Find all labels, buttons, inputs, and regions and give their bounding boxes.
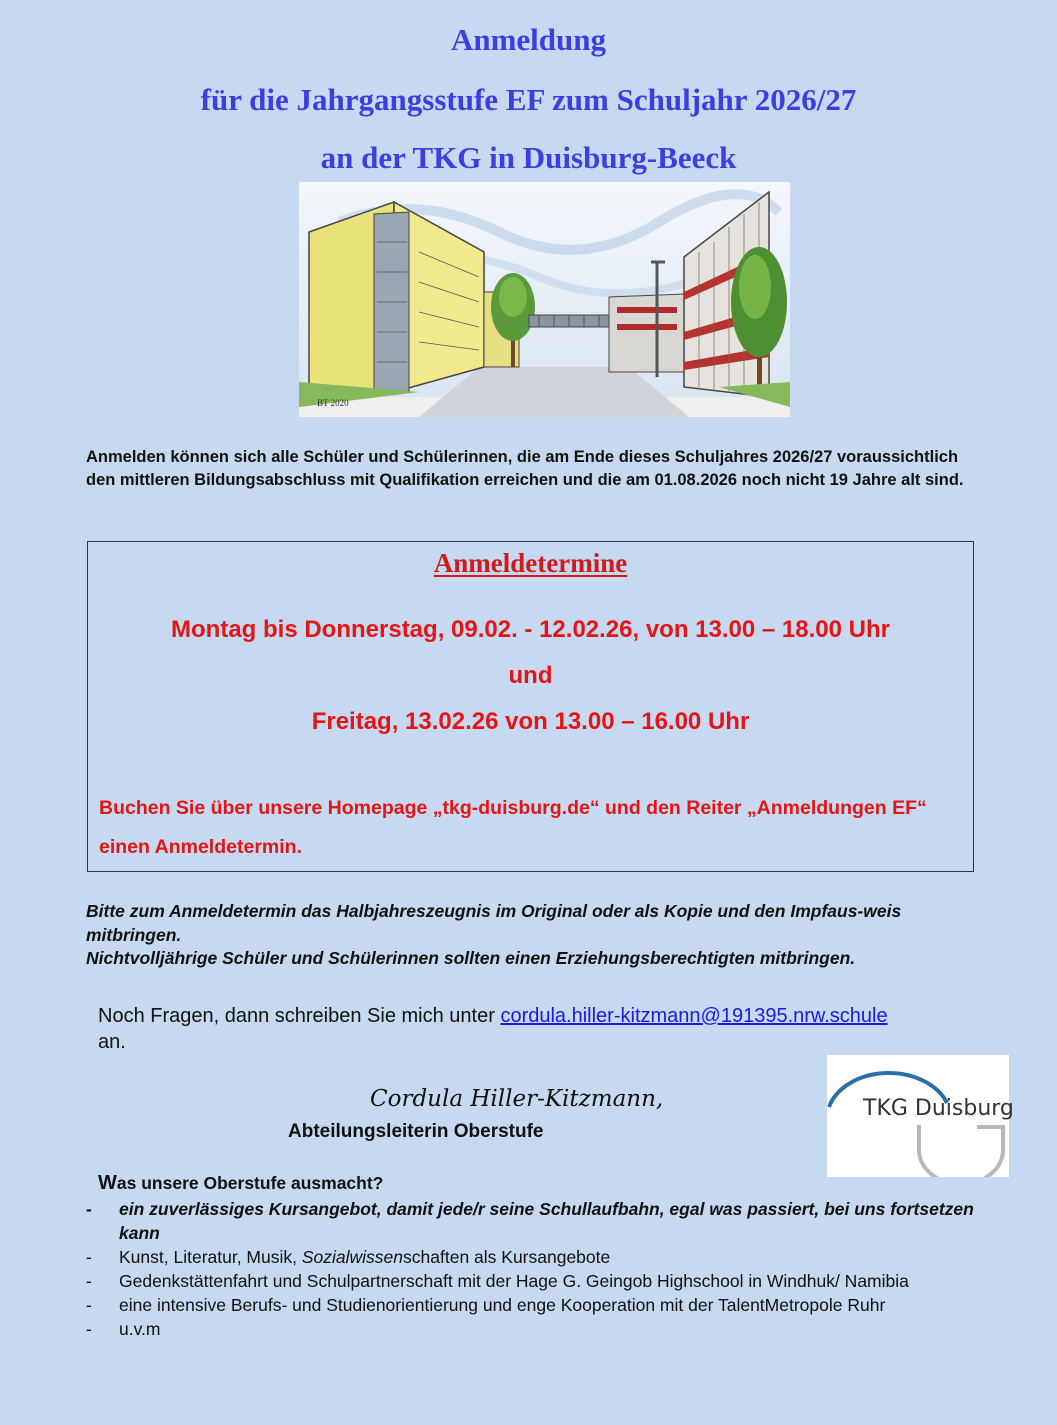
logo-text: TKG Duisburg [863, 1096, 1014, 1121]
booking-instructions: Buchen Sie über unsere Homepage „tkg-duisburg.de“ und den Reiter „Anmeldungen EF“ einen Anmeldetermin. [99, 797, 927, 858]
documents-to-bring [86, 900, 966, 971]
feature-item [86, 1245, 986, 1269]
contact-prefix: Noch Fragen, dann schreiben Sie mich unter [98, 1005, 501, 1027]
feature-item: - ein zuverlässiges Kursangebot, damit jede/r seine Schullaufbahn, egal was passiert, bei uns fortsetzen kann [86, 1197, 986, 1245]
feature-item-part: Kunst, Literatur, Musik, [119, 1247, 302, 1267]
features-heading-rest: as unsere Oberstufe ausmacht? [116, 1173, 384, 1193]
signature: Cordula Hiller-Kitzmann, [370, 1086, 664, 1112]
title-line-3: an der TKG in Duisburg-Beeck [320, 140, 737, 175]
feature-item: - eine intensive Berufs- und Studienorientierung und enge Kooperation mit der TalentMetropole Ruhr [86, 1293, 986, 1317]
appointments-title: Anmeldetermine [433, 548, 628, 578]
feature-item: - Gedenkstättenfahrt und Schulpartnerschaft mit der Hage G. Geingob Highschool in Windhuk/ Namibia [86, 1269, 986, 1293]
appointment-and: und [508, 662, 553, 689]
feature-item-italic: Sozialwissen [301, 1247, 404, 1267]
school-logo [827, 1055, 1014, 1177]
signature-role: Abteilungsleiterin Oberstufe [288, 1121, 544, 1142]
appointments-box [87, 541, 974, 872]
feature-item-part: schaften als Kursangebote [403, 1247, 611, 1267]
guardian-note: Nichtvolljährige Schüler und Schülerinnen sollten einen Erziehungsberechtigten mitbringen. [86, 948, 856, 968]
appointment-weekdays: Montag bis Donnerstag, 09.02. - 12.02.26, von 13.00 – 18.00 Uhr [171, 616, 890, 643]
title-line-1: Anmeldung [450, 22, 607, 57]
bring-documents-text: Bitte zum Anmeldetermin das Halbjahreszeugnis im Original oder als Kopie und den Impfaus-weis mitbringen. [86, 901, 902, 945]
eligibility-text: Anmelden können sich alle Schüler und Schülerinnen, die am Ende dieses Schuljahres 2026/27 voraussichtlich den mittleren Bildungsabschluss mit Qualifikation erreichen und die am 01.08.2026 noch nicht 19 Jahre alt sind. [86, 448, 964, 489]
features-heading-initial: W [98, 1172, 117, 1194]
contact-email-link[interactable]: cordula.hiller-kitzmann@191395.nrw.schule [500, 1005, 888, 1027]
school-building-illustration [299, 182, 790, 417]
title-line-2: für die Jahrgangsstufe EF zum Schuljahr 2026/27 [200, 82, 857, 117]
contact-text [98, 1003, 958, 1055]
appointment-friday: Freitag, 13.02.26 von 13.00 – 16.00 Uhr [311, 708, 750, 735]
contact-suffix: an. [98, 1031, 126, 1053]
features-heading [98, 1172, 383, 1195]
svg-text:BT 2020: BT 2020 [317, 398, 349, 408]
feature-item: - u.v.m [86, 1317, 986, 1341]
features-list [86, 1197, 986, 1341]
